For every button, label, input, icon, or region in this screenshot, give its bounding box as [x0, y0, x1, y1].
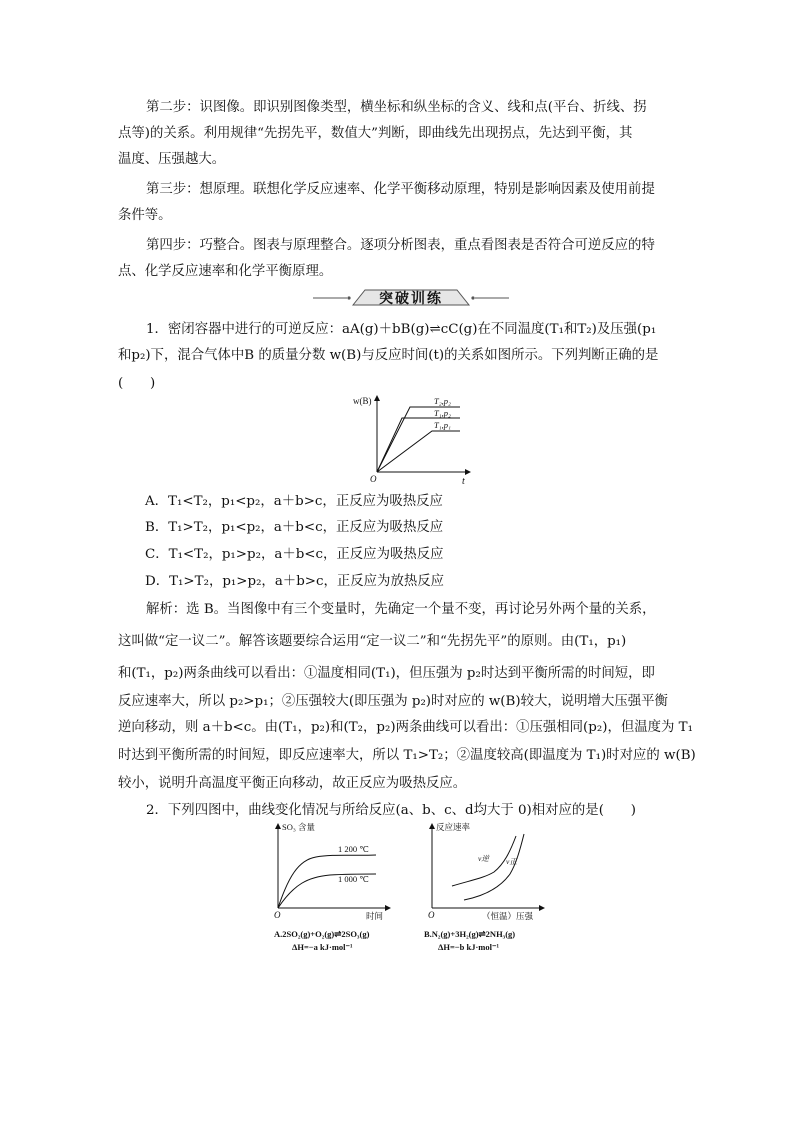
- figb-xlabel: （恒温）压强: [482, 911, 534, 921]
- q1-curve-t1p1: [377, 431, 460, 472]
- q1-xlabel: t: [462, 476, 465, 487]
- figb-curve-vfwd: [464, 834, 524, 900]
- q1-analysis-line6: 时达到平衡所需的时间短，即反应速率大，所以 T₁>T₂；②温度较高(即温度为 T₁)时对应的 w(B): [118, 748, 696, 763]
- q2-figure-a: [262, 820, 402, 955]
- banner-title: 突破训练: [379, 291, 443, 307]
- figb-origin: O: [428, 910, 435, 920]
- figa-origin: O: [274, 910, 281, 920]
- q1-stem-line1: 1．密闭容器中进行的可逆反应：aA(g)＋bB(g)⇌cC(g)在不同温度(T₁和T₂)及压强(p₁: [146, 322, 657, 337]
- q1-label-t1p1: T₁,p₁: [434, 420, 452, 430]
- figb-ylabel: 反应速率: [436, 822, 471, 832]
- figb-label-vfwd: v正: [506, 857, 517, 866]
- q1-analysis-line3: 和(T₁，p₂)两条曲线可以看出：①温度相同(T₁)，但压强为 p₂时达到平衡所需的时间短，即: [118, 666, 655, 681]
- step2-line2: 点等)的关系。利用规律“先拐先平，数值大”判断，即曲线先出现拐点，先达到平衡，其: [118, 126, 633, 141]
- q1-option-c: C．T₁<T₂，p₁>p₂，a＋b<c，正反应为吸热反应: [145, 547, 444, 562]
- step2-line1: 第二步：识图像。即识别图像类型，横坐标和纵坐标的含义、线和点(平台、折线、拐: [146, 100, 647, 115]
- step3-line2: 条件等。: [118, 208, 172, 223]
- figb-caption2: ΔH=−b kJ·mol⁻¹: [438, 942, 500, 952]
- q1-option-d: D．T₁>T₂，p₁>p₂，a＋b>c，正反应为放热反应: [145, 574, 445, 589]
- q1-label-t1p2: T₁,p₂: [434, 408, 452, 418]
- figb-caption1: B.N₂(g)+3H₂(g)⇌2NH₃(g): [424, 929, 516, 939]
- step4-line2: 点、化学反应速率和化学平衡原理。: [118, 264, 333, 279]
- q1-origin: O: [370, 474, 377, 484]
- figa-caption2: ΔH=−a kJ·mol⁻¹: [292, 942, 353, 952]
- figb-label-vrev: v逆: [478, 854, 489, 863]
- step3-line1: 第三步：想原理。联想化学反应速率、化学平衡移动原理，特别是影响因素及使用前提: [146, 182, 655, 197]
- q1-ylabel: w(B): [353, 396, 372, 406]
- figa-label-1200: 1 200 ℃: [338, 844, 369, 854]
- q1-label-t2p2: T₂,p₂: [434, 396, 452, 406]
- figa-label-1000: 1 000 ℃: [338, 874, 369, 884]
- q1-option-a: A．T₁<T₂，p₁<p₂，a＋b>c，正反应为吸热反应: [145, 494, 443, 509]
- q2-figure-b: [420, 820, 560, 955]
- figa-xlabel: 时间: [366, 911, 384, 921]
- figa-ylabel: SO₃ 含量: [282, 822, 315, 832]
- q1-analysis-line5: 逆向移动，则 a＋b<c。由(T₁，p₂)和(T₂，p₂)两条曲线可以看出：①压强相同(p₂)，但温度为 T₁: [118, 720, 693, 735]
- q1-analysis-line1: 解析：选 B。当图像中有三个变量时，先确定一个量不变，再讨论另外两个量的关系，: [146, 602, 656, 617]
- q1-stem-line2: 和p₂)下，混合气体中B 的质量分数 w(B)与反应时间(t)的关系如图所示。下列判断正确的是: [118, 348, 659, 363]
- q1-figure: [350, 390, 480, 490]
- q1-stem-line3: ( ): [118, 376, 156, 391]
- q1-analysis-line4: 反应速率大，所以 p₂>p₁；②压强较大(即压强为 p₂)时对应的 w(B)较大，说明增大压强平衡: [118, 694, 668, 709]
- section-banner: [313, 287, 509, 309]
- q1-analysis-line7: 较小，说明升高温度平衡正向移动，故正反应为吸热反应。: [118, 776, 467, 791]
- q1-option-b: B．T₁>T₂，p₁<p₂，a＋b<c，正反应为吸热反应: [145, 520, 444, 535]
- q1-analysis-line2: 这叫做“定一议二”。解答该题要综合运用“定一议二”和“先拐先平”的原则。由(T₁，p₁): [118, 634, 627, 649]
- figa-caption1: A.2SO₂(g)+O₂(g)⇌2SO₃(g): [274, 929, 370, 939]
- step4-line1: 第四步：巧整合。图表与原理整合。逐项分析图表，重点看图表是否符合可逆反应的特: [146, 238, 655, 253]
- q2-stem: 2．下列四图中，曲线变化情况与所给反应(a、b、c、d均大于 0)相对应的是( ): [146, 803, 636, 818]
- step2-line3: 温度、压强越大。: [118, 152, 226, 167]
